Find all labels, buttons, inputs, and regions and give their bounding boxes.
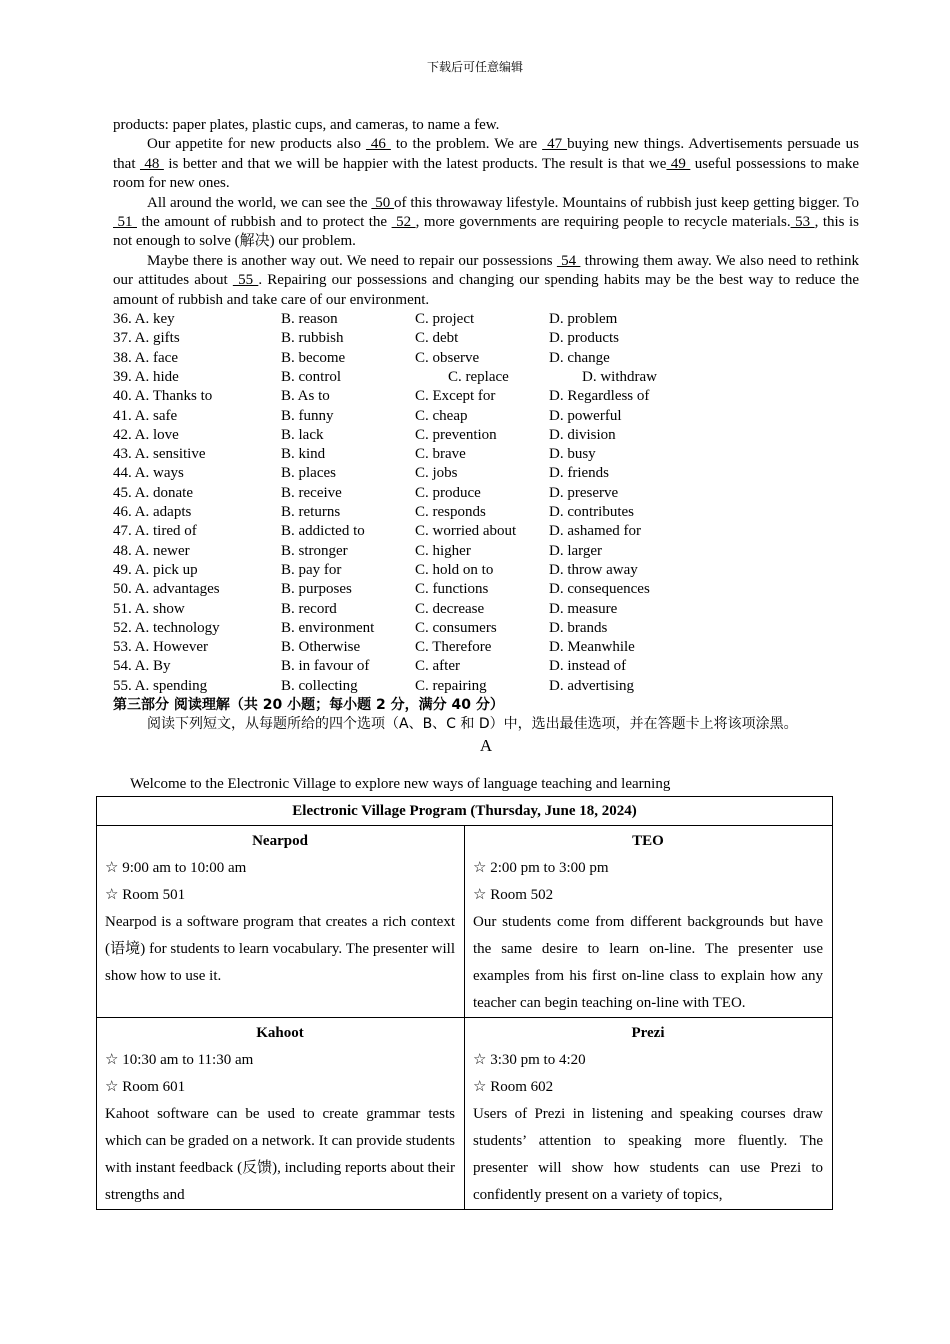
option-d: D. powerful bbox=[549, 407, 622, 424]
option-b: B. reason bbox=[281, 311, 338, 328]
section-3-title: 第三部分 阅读理解（共 20 小题；每小题 2 分，满分 40 分） bbox=[113, 697, 504, 713]
option-d: D. advertising bbox=[549, 677, 634, 694]
option-d: D. problem bbox=[549, 311, 618, 328]
option-b: B. purposes bbox=[281, 581, 352, 598]
option-c: C. prevention bbox=[415, 426, 497, 443]
session-room: ☆ Room 502 bbox=[473, 887, 554, 903]
option-row bbox=[113, 310, 859, 329]
option-a: 37. A. gifts bbox=[113, 330, 180, 347]
option-c: C. consumers bbox=[415, 619, 497, 636]
session-room: ☆ Room 602 bbox=[473, 1079, 554, 1095]
option-d: D. ashamed for bbox=[549, 523, 642, 540]
option-row bbox=[113, 657, 859, 676]
option-a: 51. A. show bbox=[113, 600, 185, 617]
option-b: B. Otherwise bbox=[281, 639, 361, 656]
cloze-paragraph-0: products: paper plates, plastic cups, and cameras, to name a few. bbox=[113, 117, 500, 133]
option-a: 39. A. hide bbox=[113, 368, 179, 385]
blank-55: 55 bbox=[232, 272, 259, 289]
option-b: B. lack bbox=[281, 426, 324, 443]
option-a: 41. A. safe bbox=[113, 407, 178, 424]
program-table bbox=[96, 796, 833, 1210]
option-d: D. friends bbox=[549, 465, 609, 482]
passage-label: A bbox=[479, 735, 493, 755]
cloze-section bbox=[113, 116, 859, 757]
option-d: D. throw away bbox=[549, 561, 638, 578]
option-c: C. produce bbox=[415, 484, 481, 501]
option-b: B. rubbish bbox=[281, 330, 344, 347]
option-c: C. debt bbox=[415, 330, 459, 347]
option-c: C. decrease bbox=[415, 600, 485, 617]
option-a: 55. A. spending bbox=[113, 677, 208, 694]
session-description: Kahoot software can be used to create grammar tests which can be graded on a network. It can provide students with instant feedback (反馈), including reports about their strengths and bbox=[105, 1106, 455, 1203]
option-b: B. kind bbox=[281, 446, 326, 463]
session-cell bbox=[465, 826, 833, 1018]
option-c: C. replace bbox=[448, 368, 509, 385]
option-row bbox=[113, 580, 859, 599]
option-list bbox=[113, 310, 859, 696]
option-c: C. higher bbox=[415, 542, 471, 559]
option-b: B. returns bbox=[281, 504, 341, 521]
option-a: 42. A. love bbox=[113, 426, 179, 443]
blank-52: 52 bbox=[391, 214, 416, 231]
option-c: C. brave bbox=[415, 446, 466, 463]
option-a: 48. A. newer bbox=[113, 542, 190, 559]
option-a: 40. A. Thanks to bbox=[113, 388, 213, 405]
passage-intro: Welcome to the Electronic Village to explore new ways of language teaching and learning bbox=[130, 776, 671, 792]
option-c: C. after bbox=[415, 658, 460, 675]
option-b: B. record bbox=[281, 600, 337, 617]
option-b: B. control bbox=[281, 368, 341, 385]
option-row bbox=[113, 329, 859, 348]
option-row bbox=[113, 464, 859, 483]
option-c: C. Therefore bbox=[415, 639, 492, 656]
blank-49: 49 bbox=[666, 155, 691, 172]
option-d: D. change bbox=[549, 349, 610, 366]
session-description: Our students come from different backgrounds but have the same desire to learn on-line. The presenter use examples from his first on-line class to explain how any teacher can begin teaching on-line with TEO. bbox=[473, 914, 823, 1011]
option-b: B. in favour of bbox=[281, 658, 370, 675]
page-header: 下载后可任意编辑 bbox=[426, 60, 523, 74]
option-row bbox=[113, 407, 859, 426]
session-name: Nearpod bbox=[252, 833, 308, 849]
option-a: 52. A. technology bbox=[113, 619, 220, 636]
option-a: 54. A. By bbox=[113, 658, 171, 675]
option-c: C. worried about bbox=[415, 523, 517, 540]
option-row bbox=[113, 426, 859, 445]
option-d: D. preserve bbox=[549, 484, 619, 501]
option-c: C. jobs bbox=[415, 465, 458, 482]
session-cell bbox=[97, 1018, 465, 1210]
option-c: C. repairing bbox=[415, 677, 487, 694]
option-row bbox=[113, 522, 859, 541]
session-name: Kahoot bbox=[256, 1025, 304, 1041]
option-row bbox=[113, 445, 859, 464]
option-c: C. observe bbox=[415, 349, 480, 366]
option-c: C. project bbox=[415, 311, 475, 328]
option-d: D. consequences bbox=[549, 581, 650, 598]
option-d: D. Regardless of bbox=[549, 388, 650, 405]
option-b: B. collecting bbox=[281, 677, 358, 694]
program-title: Electronic Village Program (Thursday, June 18, 2024) bbox=[97, 797, 833, 826]
option-d: D. busy bbox=[549, 446, 596, 463]
blank-46: 46 bbox=[365, 136, 391, 153]
session-cell bbox=[97, 826, 465, 1018]
session-name: TEO bbox=[632, 833, 664, 849]
option-d: D. withdraw bbox=[582, 368, 657, 385]
option-a: 44. A. ways bbox=[113, 465, 184, 482]
blank-53: 53 bbox=[790, 214, 815, 231]
option-a: 36. A. key bbox=[113, 311, 175, 328]
option-b: B. become bbox=[281, 349, 346, 366]
blank-47: 47 bbox=[542, 136, 568, 153]
cloze-paragraph-3: Maybe there is another way out. We need to repair our possessions 54 throwing them away. We also need to rethink our attitudes about 55 . Repairing our possessions and changing our spending habits may be the best way to reduce the amount of rubbish and take care of our environment. bbox=[113, 252, 860, 308]
option-row bbox=[113, 677, 859, 696]
blank-48: 48 bbox=[139, 155, 164, 172]
blank-51: 51 bbox=[113, 214, 137, 231]
option-d: D. measure bbox=[549, 600, 618, 617]
session-name: Prezi bbox=[631, 1025, 665, 1041]
option-row bbox=[113, 349, 859, 368]
option-d: D. brands bbox=[549, 619, 608, 636]
option-c: C. Except for bbox=[415, 388, 496, 405]
section-3-instruction: 阅读下列短文，从每题所给的四个选项（A、B、C 和 D）中，选出最佳选项，并在答题卡上将该项涂黑。 bbox=[147, 716, 798, 733]
option-d: D. products bbox=[549, 330, 619, 347]
option-a: 50. A. advantages bbox=[113, 581, 220, 598]
option-row bbox=[113, 503, 859, 522]
option-d: D. larger bbox=[549, 542, 603, 559]
option-row bbox=[113, 368, 859, 387]
option-row bbox=[113, 542, 859, 561]
option-row bbox=[113, 484, 859, 503]
session-time: ☆ 9:00 am to 10:00 am bbox=[105, 860, 247, 876]
option-c: C. cheap bbox=[415, 407, 468, 424]
option-b: B. environment bbox=[281, 619, 375, 636]
option-b: B. pay for bbox=[281, 561, 342, 578]
option-b: B. stronger bbox=[281, 542, 348, 559]
option-b: B. As to bbox=[281, 388, 330, 405]
session-time: ☆ 10:30 am to 11:30 am bbox=[105, 1052, 254, 1068]
option-b: B. receive bbox=[281, 484, 342, 501]
session-room: ☆ Room 601 bbox=[105, 1079, 186, 1095]
option-a: 38. A. face bbox=[113, 349, 178, 366]
session-time: ☆ 2:00 pm to 3:00 pm bbox=[473, 860, 609, 876]
option-b: B. addicted to bbox=[281, 523, 365, 540]
blank-54: 54 bbox=[556, 252, 581, 269]
option-a: 45. A. donate bbox=[113, 484, 193, 501]
cloze-paragraph-2: All around the world, we can see the 50 of this throwaway lifestyle. Mountains of rubbish just keep getting bigger. To 51 the amount of rubbish and to protect the 52 , more governments are requiring people to recycle materials. 53 , this is not enough to solve (解决) our problem. bbox=[113, 194, 860, 250]
option-row bbox=[113, 561, 859, 580]
blank-50: 50 bbox=[371, 194, 395, 211]
option-c: C. responds bbox=[415, 504, 486, 521]
option-row bbox=[113, 638, 859, 657]
option-a: 49. A. pick up bbox=[113, 561, 198, 578]
session-time: ☆ 3:30 pm to 4:20 bbox=[473, 1052, 586, 1068]
option-a: 46. A. adapts bbox=[113, 504, 192, 521]
option-d: D. instead of bbox=[549, 658, 627, 675]
option-d: D. Meanwhile bbox=[549, 639, 635, 656]
session-room: ☆ Room 501 bbox=[105, 887, 186, 903]
option-b: B. funny bbox=[281, 407, 334, 424]
option-row bbox=[113, 600, 859, 619]
session-description: Users of Prezi in listening and speaking courses draw students’ attention to speaking more fluently. The presenter will show how students can use Prezi to confidently present on a variety of topics, bbox=[473, 1106, 823, 1203]
option-c: C. functions bbox=[415, 581, 489, 598]
option-a: 53. A. However bbox=[113, 639, 208, 656]
option-row bbox=[113, 619, 859, 638]
option-row bbox=[113, 387, 859, 406]
option-b: B. places bbox=[281, 465, 336, 482]
cloze-paragraph-1: Our appetite for new products also 46 to the problem. We are 47 buying new things. Advertisements persuade us that 48 is better and that we will be happier with the latest products. The result is that we 49 useful possessions to make room for new ones. bbox=[113, 136, 860, 192]
option-c: C. hold on to bbox=[415, 561, 494, 578]
option-d: D. contributes bbox=[549, 504, 634, 521]
session-cell bbox=[465, 1018, 833, 1210]
session-description: Nearpod is a software program that creates a rich context (语境) for students to learn vocabulary. The presenter will show how to use it. bbox=[105, 914, 455, 984]
option-a: 43. A. sensitive bbox=[113, 446, 206, 463]
option-d: D. division bbox=[549, 426, 616, 443]
option-a: 47. A. tired of bbox=[113, 523, 197, 540]
